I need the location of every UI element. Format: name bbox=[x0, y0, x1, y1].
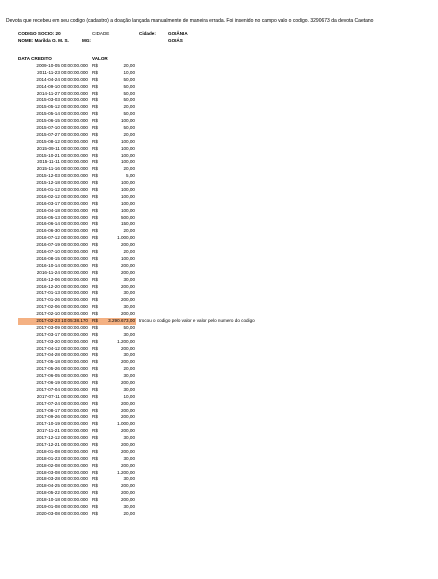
cell-amount: 30,00 bbox=[123, 373, 135, 379]
table-row bbox=[0, 456, 438, 463]
cell-amount: 200,00 bbox=[120, 462, 135, 468]
table-row bbox=[0, 442, 438, 449]
cell-date: 2017-04-12 00:00:00.000 bbox=[36, 345, 88, 351]
cell-date: 2014-04-24 00:00:00.000 bbox=[36, 76, 88, 82]
cell-date: 2016-10-14 00:00:00.000 bbox=[36, 262, 88, 268]
table-row bbox=[0, 91, 438, 98]
cell-amount: 100,00 bbox=[120, 159, 135, 165]
cell-currency: R$ bbox=[92, 193, 98, 199]
credit-table bbox=[0, 63, 438, 518]
cell-currency: R$ bbox=[92, 180, 98, 186]
cell-date: 2014-09-10 00:00:00.000 bbox=[36, 83, 88, 89]
row-note: trocou o codigo pelo valor e valor pelo numero do codigo bbox=[139, 317, 255, 323]
table-row bbox=[0, 215, 438, 222]
cell-date: 2017-07-11 00:00:00.000 bbox=[36, 393, 88, 399]
cell-date: 2017-05-18 00:00:00.000 bbox=[36, 359, 88, 365]
cell-date: 2016-02-12 00:00:00.000 bbox=[36, 193, 88, 199]
table-row bbox=[0, 311, 438, 318]
cell-currency: R$ bbox=[92, 214, 98, 220]
cell-currency: R$ bbox=[92, 166, 98, 172]
cell-date: 2017-01-13 00:00:00.000 bbox=[36, 290, 88, 296]
cell-date: 2016-11-24 00:00:00.000 bbox=[36, 269, 88, 275]
cell-amount: 50,00 bbox=[123, 83, 135, 89]
cell-date: 2018-02-08 00:00:00.000 bbox=[36, 462, 88, 468]
cell-amount: 100,00 bbox=[120, 118, 135, 124]
cell-amount: 200,00 bbox=[120, 345, 135, 351]
table-row bbox=[0, 366, 438, 373]
cell-date: 2016-06-14 00:00:00.000 bbox=[36, 221, 88, 227]
table-row bbox=[0, 187, 438, 194]
cell-date: 2015-05-14 00:00:00.000 bbox=[36, 111, 88, 117]
nome-label: NOME: Marilda O. M. S. bbox=[18, 38, 69, 43]
cell-amount: 200,00 bbox=[120, 483, 135, 489]
table-row bbox=[0, 428, 438, 435]
cell-amount: 200,00 bbox=[120, 448, 135, 454]
cell-amount: 30,00 bbox=[123, 476, 135, 482]
table-row bbox=[0, 408, 438, 415]
cell-currency: R$ bbox=[92, 104, 98, 110]
cell-date: 2017-02-06 00:00:00.000 bbox=[36, 304, 88, 310]
cell-amount: 20,00 bbox=[123, 63, 135, 68]
table-row bbox=[0, 284, 438, 291]
cell-amount: 500,00 bbox=[120, 214, 135, 220]
cell-date: 2015-05-12 00:00:00.000 bbox=[36, 104, 88, 110]
cell-amount: 20,00 bbox=[123, 510, 135, 516]
estado-value: GOIÁS bbox=[168, 38, 183, 43]
cell-amount: 100,00 bbox=[120, 152, 135, 158]
column-header-value: VALOR bbox=[92, 56, 108, 61]
column-header-date: DATA CREDITO bbox=[18, 56, 52, 61]
cell-amount: 200,00 bbox=[120, 297, 135, 303]
cell-amount: 20,00 bbox=[123, 366, 135, 372]
cell-date: 2015-07-27 00:00:00.000 bbox=[36, 131, 88, 137]
cell-amount: 200,00 bbox=[120, 262, 135, 268]
cell-currency: R$ bbox=[92, 249, 98, 255]
cell-amount: 200,00 bbox=[120, 242, 135, 248]
table-row bbox=[0, 414, 438, 421]
cell-date: 2015-12-03 00:00:00.000 bbox=[36, 173, 88, 179]
cell-currency: R$ bbox=[92, 159, 98, 165]
cell-currency: R$ bbox=[92, 469, 98, 475]
cell-amount: 200,00 bbox=[120, 407, 135, 413]
cell-date: 2015-08-12 00:00:00.000 bbox=[36, 138, 88, 144]
cell-amount: 10,00 bbox=[123, 69, 135, 75]
cell-currency: R$ bbox=[92, 131, 98, 137]
table-row bbox=[0, 242, 438, 249]
cell-currency: R$ bbox=[92, 111, 98, 117]
cell-currency: R$ bbox=[92, 173, 98, 179]
cell-amount: 20,00 bbox=[123, 131, 135, 137]
table-row bbox=[0, 84, 438, 91]
cell-currency: R$ bbox=[92, 324, 98, 330]
table-row-highlighted bbox=[0, 318, 438, 325]
table-row bbox=[0, 497, 438, 504]
cell-amount: 100,00 bbox=[120, 187, 135, 193]
cell-amount: 50,00 bbox=[123, 97, 135, 103]
cell-amount: 100,00 bbox=[120, 193, 135, 199]
cell-currency: R$ bbox=[92, 373, 98, 379]
cell-amount: 1.200,00 bbox=[117, 338, 135, 344]
cell-currency: R$ bbox=[92, 145, 98, 151]
cell-currency: R$ bbox=[92, 414, 98, 420]
cell-amount: 30,00 bbox=[123, 331, 135, 337]
table-row bbox=[0, 104, 438, 111]
table-row bbox=[0, 470, 438, 477]
table-row bbox=[0, 111, 438, 118]
table-row bbox=[0, 201, 438, 208]
cell-date: 2018-01-08 00:00:00.000 bbox=[36, 448, 88, 454]
table-row bbox=[0, 421, 438, 428]
cell-currency: R$ bbox=[92, 242, 98, 248]
table-row bbox=[0, 228, 438, 235]
table-row bbox=[0, 194, 438, 201]
cell-date: 2015-09-11 00:00:00.000 bbox=[36, 145, 88, 151]
table-row bbox=[0, 476, 438, 483]
cell-currency: R$ bbox=[92, 221, 98, 227]
cell-currency: R$ bbox=[92, 76, 98, 82]
table-row bbox=[0, 70, 438, 77]
cell-date: 2017-03-17 00:00:00.000 bbox=[36, 331, 88, 337]
cell-currency: R$ bbox=[92, 400, 98, 406]
cell-date: 2016-07-12 00:00:00.000 bbox=[36, 235, 88, 241]
table-row bbox=[0, 208, 438, 215]
table-row bbox=[0, 139, 438, 146]
table-row bbox=[0, 401, 438, 408]
cell-date: 2016-03-17 00:00:00.000 bbox=[36, 200, 88, 206]
table-row bbox=[0, 394, 438, 401]
cell-amount: 20,00 bbox=[123, 104, 135, 110]
cell-amount: 10,00 bbox=[123, 393, 135, 399]
table-row bbox=[0, 373, 438, 380]
cell-currency: R$ bbox=[92, 359, 98, 365]
cell-currency: R$ bbox=[92, 262, 98, 268]
table-row bbox=[0, 77, 438, 84]
cell-date: 2017-07-04 00:00:00.000 bbox=[36, 386, 88, 392]
table-row bbox=[0, 132, 438, 139]
cell-amount: 200,00 bbox=[120, 269, 135, 275]
cell-amount: 20,00 bbox=[123, 228, 135, 234]
cell-date: 2020-03-08 00:00:00.000 bbox=[36, 510, 88, 516]
table-row bbox=[0, 304, 438, 311]
cell-date: 2015-07-10 00:00:00.000 bbox=[36, 125, 88, 131]
cell-currency: R$ bbox=[92, 187, 98, 193]
cell-currency: R$ bbox=[92, 125, 98, 131]
table-row bbox=[0, 463, 438, 470]
cell-currency: R$ bbox=[92, 304, 98, 310]
table-row bbox=[0, 173, 438, 180]
cell-amount: 30,00 bbox=[123, 504, 135, 509]
cell-currency: R$ bbox=[92, 290, 98, 296]
cidade-label-2: Cidade: bbox=[139, 31, 156, 36]
cell-date: 2017-01-26 00:00:00.000 bbox=[36, 297, 88, 303]
cell-amount: 30,00 bbox=[123, 435, 135, 441]
cell-currency: R$ bbox=[92, 407, 98, 413]
cell-date: 2015-10-21 00:00:00.000 bbox=[36, 152, 88, 158]
cell-amount: 200,00 bbox=[120, 414, 135, 420]
cell-date: 2019-01-08 00:00:00.000 bbox=[36, 504, 88, 509]
cell-currency: R$ bbox=[92, 90, 98, 96]
cell-currency: R$ bbox=[92, 497, 98, 503]
table-row bbox=[0, 483, 438, 490]
table-row bbox=[0, 332, 438, 339]
table-row bbox=[0, 490, 438, 497]
table-row bbox=[0, 63, 438, 70]
cell-currency: R$ bbox=[92, 338, 98, 344]
cell-amount: 30,00 bbox=[123, 386, 135, 392]
cell-currency: R$ bbox=[92, 228, 98, 234]
cell-date: 2017-11-21 00:00:00.000 bbox=[36, 428, 88, 434]
cell-currency: R$ bbox=[92, 510, 98, 516]
cell-amount: 30,00 bbox=[123, 352, 135, 358]
cell-amount: 50,00 bbox=[123, 324, 135, 330]
cell-amount: 50,00 bbox=[123, 90, 135, 96]
cell-currency: R$ bbox=[92, 483, 98, 489]
cell-currency: R$ bbox=[92, 138, 98, 144]
cell-date: 2017-05-26 00:00:00.000 bbox=[36, 366, 88, 372]
cell-currency: R$ bbox=[92, 83, 98, 89]
cell-amount: 1.200,00 bbox=[117, 469, 135, 475]
table-row bbox=[0, 256, 438, 263]
cell-date: 2015-11-11 00:00:00.000 bbox=[37, 159, 88, 165]
table-row bbox=[0, 118, 438, 125]
table-row bbox=[0, 387, 438, 394]
cell-date: 2017-03-09 00:00:00.000 bbox=[36, 324, 88, 330]
cell-currency: R$ bbox=[92, 97, 98, 103]
cell-currency: R$ bbox=[92, 393, 98, 399]
cell-amount: 200,00 bbox=[120, 359, 135, 365]
cidade-label: CIDADE bbox=[92, 31, 110, 36]
table-row bbox=[0, 146, 438, 153]
cell-date: 2017-09-26 00:00:00.000 bbox=[36, 414, 88, 420]
cell-currency: R$ bbox=[92, 200, 98, 206]
cell-amount: 20,00 bbox=[123, 166, 135, 172]
cell-amount: 3.290.673,00 bbox=[108, 317, 135, 323]
cell-amount: 100,00 bbox=[120, 200, 135, 206]
table-row bbox=[0, 290, 438, 297]
cell-currency: R$ bbox=[92, 63, 98, 68]
cell-date: 2016-04-18 00:00:00.000 bbox=[36, 207, 88, 213]
cell-currency: R$ bbox=[92, 118, 98, 124]
cell-amount: 1.000,00 bbox=[117, 421, 135, 427]
cell-date: 2018-01-23 00:00:00.000 bbox=[36, 455, 88, 461]
table-row bbox=[0, 153, 438, 160]
cell-currency: R$ bbox=[92, 366, 98, 372]
cell-currency: R$ bbox=[92, 421, 98, 427]
table-row bbox=[0, 277, 438, 284]
cell-currency: R$ bbox=[92, 462, 98, 468]
cell-amount: 200,00 bbox=[120, 400, 135, 406]
table-row bbox=[0, 159, 438, 166]
cell-date: 2015-11-16 00:00:00.000 bbox=[36, 166, 88, 172]
cell-currency: R$ bbox=[92, 331, 98, 337]
cell-date: 2018-03-28 00:00:00.000 bbox=[36, 476, 88, 482]
cell-date: 2017-06-19 00:00:00.000 bbox=[36, 379, 88, 385]
cell-amount: 100,00 bbox=[120, 145, 135, 151]
cell-amount: 50,00 bbox=[123, 111, 135, 117]
table-row bbox=[0, 435, 438, 442]
cell-date: 2015-06-15 00:00:00.000 bbox=[36, 118, 88, 124]
cell-amount: 100,00 bbox=[120, 138, 135, 144]
cell-date: 2015-03-03 00:00:00.000 bbox=[36, 97, 88, 103]
table-row bbox=[0, 504, 438, 511]
cell-date: 2018-04-25 00:00:00.000 bbox=[36, 483, 88, 489]
cell-amount: 100,00 bbox=[120, 180, 135, 186]
cell-amount: 200,00 bbox=[120, 441, 135, 447]
cell-currency: R$ bbox=[92, 345, 98, 351]
cell-amount: 20,00 bbox=[123, 249, 135, 255]
cell-amount: 50,00 bbox=[123, 76, 135, 82]
cell-amount: 30,00 bbox=[123, 276, 135, 282]
cell-amount: 200,00 bbox=[120, 497, 135, 503]
cell-currency: R$ bbox=[92, 207, 98, 213]
cell-amount: 200,00 bbox=[120, 379, 135, 385]
cell-currency: R$ bbox=[92, 490, 98, 496]
table-row bbox=[0, 221, 438, 228]
cell-currency: R$ bbox=[92, 428, 98, 434]
cell-date: 2017-10-19 00:00:00.000 bbox=[36, 421, 88, 427]
cell-currency: R$ bbox=[92, 311, 98, 317]
cell-date: 2016-05-13 00:00:00.000 bbox=[36, 214, 88, 220]
cell-currency: R$ bbox=[92, 317, 98, 323]
table-row bbox=[0, 249, 438, 256]
cell-date: 2017-03-20 00:00:00.000 bbox=[36, 338, 88, 344]
cell-currency: R$ bbox=[92, 441, 98, 447]
table-row bbox=[0, 97, 438, 104]
cell-date: 2016-08-15 00:00:00.000 bbox=[36, 255, 88, 261]
cell-currency: R$ bbox=[92, 435, 98, 441]
cell-currency: R$ bbox=[92, 297, 98, 303]
cell-currency: R$ bbox=[92, 476, 98, 482]
table-row bbox=[0, 380, 438, 387]
cell-date: 2018-10-18 00:00:00.000 bbox=[36, 497, 88, 503]
cell-amount: 200,00 bbox=[120, 311, 135, 317]
cell-date: 2017-08-17 00:00:00.000 bbox=[36, 407, 88, 413]
cell-date: 2016-07-10 00:00:00.000 bbox=[36, 249, 88, 255]
cell-currency: R$ bbox=[92, 69, 98, 75]
table-row bbox=[0, 235, 438, 242]
cell-amount: 50,00 bbox=[123, 125, 135, 131]
table-row bbox=[0, 449, 438, 456]
intro-text: Devota que recebeu em seu codigo (cadastro) a doação lançada manualmente de maneira errada. Foi insenido no campo valo o codigo. 3290673 da devota Caetano bbox=[6, 18, 374, 24]
cell-amount: 30,00 bbox=[123, 455, 135, 461]
cell-amount: 100,00 bbox=[120, 255, 135, 261]
cell-amount: 200,00 bbox=[120, 283, 135, 289]
cell-amount: 1.000,00 bbox=[117, 235, 135, 241]
cell-currency: R$ bbox=[92, 504, 98, 509]
cell-currency: R$ bbox=[92, 269, 98, 275]
mg-label: MG: bbox=[82, 38, 91, 43]
cell-currency: R$ bbox=[92, 352, 98, 358]
cell-date: 2017-02-10 00:00:00.000 bbox=[36, 311, 88, 317]
cell-currency: R$ bbox=[92, 379, 98, 385]
cell-currency: R$ bbox=[92, 283, 98, 289]
cell-date: 2011-11-23 00:00:00.000 bbox=[37, 69, 88, 75]
table-row bbox=[0, 346, 438, 353]
table-row bbox=[0, 511, 438, 518]
table-row bbox=[0, 339, 438, 346]
table-row bbox=[0, 297, 438, 304]
cell-date: 2014-11-27 00:00:00.000 bbox=[36, 90, 88, 96]
cell-date: 2017-12-12 00:00:00.000 bbox=[36, 435, 88, 441]
table-row bbox=[0, 270, 438, 277]
cidade-value: GOIÂNIA bbox=[168, 31, 188, 36]
cell-date: 2017-04-28 00:00:00.000 bbox=[36, 352, 88, 358]
cell-amount: 150,00 bbox=[120, 221, 135, 227]
cell-date: 2018-05-22 00:00:00.000 bbox=[36, 490, 88, 496]
cell-amount: 30,00 bbox=[123, 304, 135, 310]
cell-date: 2009-10-05 00:00:00.000 bbox=[36, 63, 88, 68]
table-row bbox=[0, 263, 438, 270]
cell-date: 2016-12-20 00:00:00.000 bbox=[36, 283, 88, 289]
cell-currency: R$ bbox=[92, 152, 98, 158]
cell-date: 2017-07-24 00:00:00.000 bbox=[36, 400, 88, 406]
codigo-socio-label: CODIGO SOCIO: 20 bbox=[18, 31, 61, 36]
cell-date: 2016-01-12 00:00:00.000 bbox=[36, 187, 88, 193]
cell-amount: 200,00 bbox=[120, 428, 135, 434]
table-row bbox=[0, 359, 438, 366]
cell-currency: R$ bbox=[92, 455, 98, 461]
table-row bbox=[0, 166, 438, 173]
cell-date: 2016-06-30 00:00:00.000 bbox=[36, 228, 88, 234]
cell-amount: 5,00 bbox=[126, 173, 135, 179]
cell-currency: R$ bbox=[92, 448, 98, 454]
cell-currency: R$ bbox=[92, 276, 98, 282]
cell-amount: 30,00 bbox=[123, 290, 135, 296]
cell-date: 2017-06-05 00:00:00.000 bbox=[36, 373, 88, 379]
cell-date: 2015-12-18 00:00:00.000 bbox=[36, 180, 88, 186]
table-row bbox=[0, 325, 438, 332]
cell-currency: R$ bbox=[92, 386, 98, 392]
cell-date: 2017-12-21 00:00:00.000 bbox=[36, 441, 88, 447]
table-row bbox=[0, 180, 438, 187]
cell-amount: 100,00 bbox=[120, 207, 135, 213]
cell-currency: R$ bbox=[92, 255, 98, 261]
table-row bbox=[0, 125, 438, 132]
cell-date: 2018-03-08 00:00:00.000 bbox=[36, 469, 88, 475]
cell-date: 2016-07-19 00:00:00.000 bbox=[36, 242, 88, 248]
cell-amount: 200,00 bbox=[120, 490, 135, 496]
cell-date: 2016-12-06 00:00:00.000 bbox=[36, 276, 88, 282]
cell-currency: R$ bbox=[92, 235, 98, 241]
table-row bbox=[0, 352, 438, 359]
cell-date: 2017-02-23 10:05:38.170 bbox=[36, 317, 88, 323]
